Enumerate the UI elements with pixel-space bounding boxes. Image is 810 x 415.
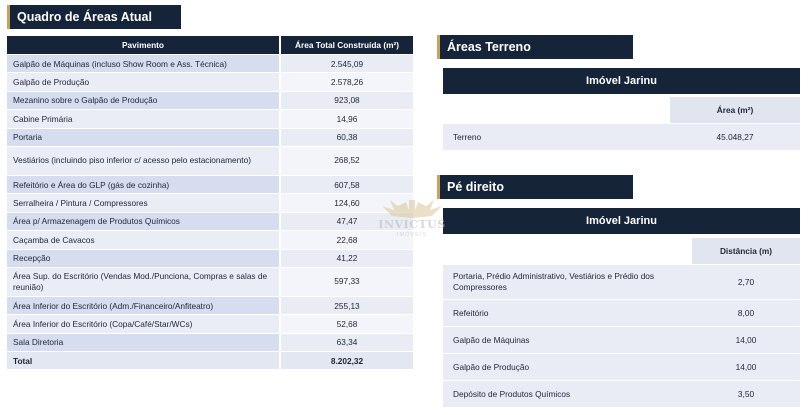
table-row (7, 297, 413, 314)
row-value: 3,50 (692, 381, 800, 407)
invictus-watermark (372, 196, 452, 246)
row-label: Área Inferior do Escritório (Adm./Financeiro/Anfiteatro) (7, 297, 281, 314)
row-value: 2.578,26 (281, 73, 413, 90)
table-row (7, 147, 413, 175)
total-label: Total (7, 352, 281, 369)
row-value: 268,52 (281, 147, 413, 175)
row-label: Vestiários (incluindo piso inferior c/ acesso pelo estacionamento) (7, 147, 281, 175)
blank-cell (443, 238, 692, 264)
row-label: Portaria, Prédio Administrativo, Vestiários e Prédio dos Compressores (443, 265, 692, 299)
table-row (7, 250, 413, 267)
row-label: Área p/ Armazenagem de Produtos Químicos (7, 213, 281, 230)
row-value: 41,22 (281, 250, 413, 267)
current-areas-title: Quadro de Áreas Atual (7, 5, 181, 29)
row-label: Portaria (7, 129, 281, 146)
row-label: Galpão de Produção (443, 354, 692, 380)
table-row (443, 381, 800, 407)
table-row (7, 231, 413, 248)
table-row (7, 129, 413, 146)
land-areas-title: Áreas Terreno (437, 35, 633, 59)
row-value: 14,00 (692, 354, 800, 380)
table-row (443, 265, 800, 299)
table-row (7, 334, 413, 351)
row-value: 8,00 (692, 300, 800, 326)
row-label: Galpão de Produção (7, 73, 281, 90)
row-value: 2,70 (692, 265, 800, 299)
table-row (7, 176, 413, 193)
land-property-header: Imóvel Jarinu (443, 68, 800, 94)
row-label: Refeitório (443, 300, 692, 326)
ceiling-height-title: Pé direito (437, 175, 633, 199)
land-areas-table (443, 96, 800, 151)
row-value: 597,33 (281, 268, 413, 296)
column-header-pavimento: Pavimento (7, 36, 281, 54)
row-value: 63,34 (281, 334, 413, 351)
table-header-row (443, 97, 800, 123)
row-value: 124,60 (281, 194, 413, 211)
table-row (7, 55, 413, 72)
table-row (7, 92, 413, 109)
column-header-area: Área Total Construída (m²) (281, 36, 413, 54)
row-value: 2.545,09 (281, 55, 413, 72)
ceiling-property-header: Imóvel Jarinu (443, 208, 800, 234)
column-header-distance: Distância (m) (692, 238, 800, 264)
row-value: 60,38 (281, 129, 413, 146)
column-header-area: Área (m²) (670, 97, 800, 123)
row-value: 923,08 (281, 92, 413, 109)
table-row (7, 73, 413, 90)
row-value: 255,13 (281, 297, 413, 314)
row-value: 14,00 (692, 327, 800, 353)
current-areas-table (7, 35, 413, 370)
row-label: Mezanino sobre o Galpão de Produção (7, 92, 281, 109)
table-row (7, 268, 413, 296)
ceiling-height-table (443, 237, 800, 408)
table-row (443, 354, 800, 380)
table-row (443, 327, 800, 353)
table-row (7, 194, 413, 211)
row-value: 47,47 (281, 213, 413, 230)
row-label: Refeitório e Área do GLP (gás de cozinha) (7, 176, 281, 193)
row-label: Recepção (7, 250, 281, 267)
blank-cell (443, 97, 670, 123)
table-header-row (443, 238, 800, 264)
row-label: Serralheira / Pintura / Compressores (7, 194, 281, 211)
row-label: Terreno (443, 124, 670, 150)
row-label: Galpão de Máquinas (incluso Show Room e Ass. Técnica) (7, 55, 281, 72)
total-value: 8.202,32 (281, 352, 413, 369)
table-row (7, 315, 413, 332)
row-label: Galpão de Máquinas (443, 327, 692, 353)
table-row (7, 110, 413, 127)
watermark-brand: INVICTUS (378, 218, 446, 231)
row-value: 14,96 (281, 110, 413, 127)
total-row (7, 352, 413, 369)
table-row (7, 213, 413, 230)
row-label: Sala Diretoria (7, 334, 281, 351)
table-row (443, 300, 800, 326)
row-label: Área Inferior do Escritório (Copa/Café/Star/WCs) (7, 315, 281, 332)
row-label: Depósito de Produtos Químicos (443, 381, 692, 407)
table-row (443, 124, 800, 150)
table-header-row (7, 36, 413, 54)
row-value: 22,68 (281, 231, 413, 248)
watermark-sub: IMÓVEIS (397, 232, 427, 238)
row-value: 45.048,27 (670, 124, 800, 150)
row-label: Caçamba de Cavacos (7, 231, 281, 248)
row-value: 52,68 (281, 315, 413, 332)
row-label: Área Sup. do Escritório (Vendas Mod./Punciona, Compras e salas de reunião) (7, 268, 281, 296)
row-label: Cabine Primária (7, 110, 281, 127)
row-value: 607,58 (281, 176, 413, 193)
